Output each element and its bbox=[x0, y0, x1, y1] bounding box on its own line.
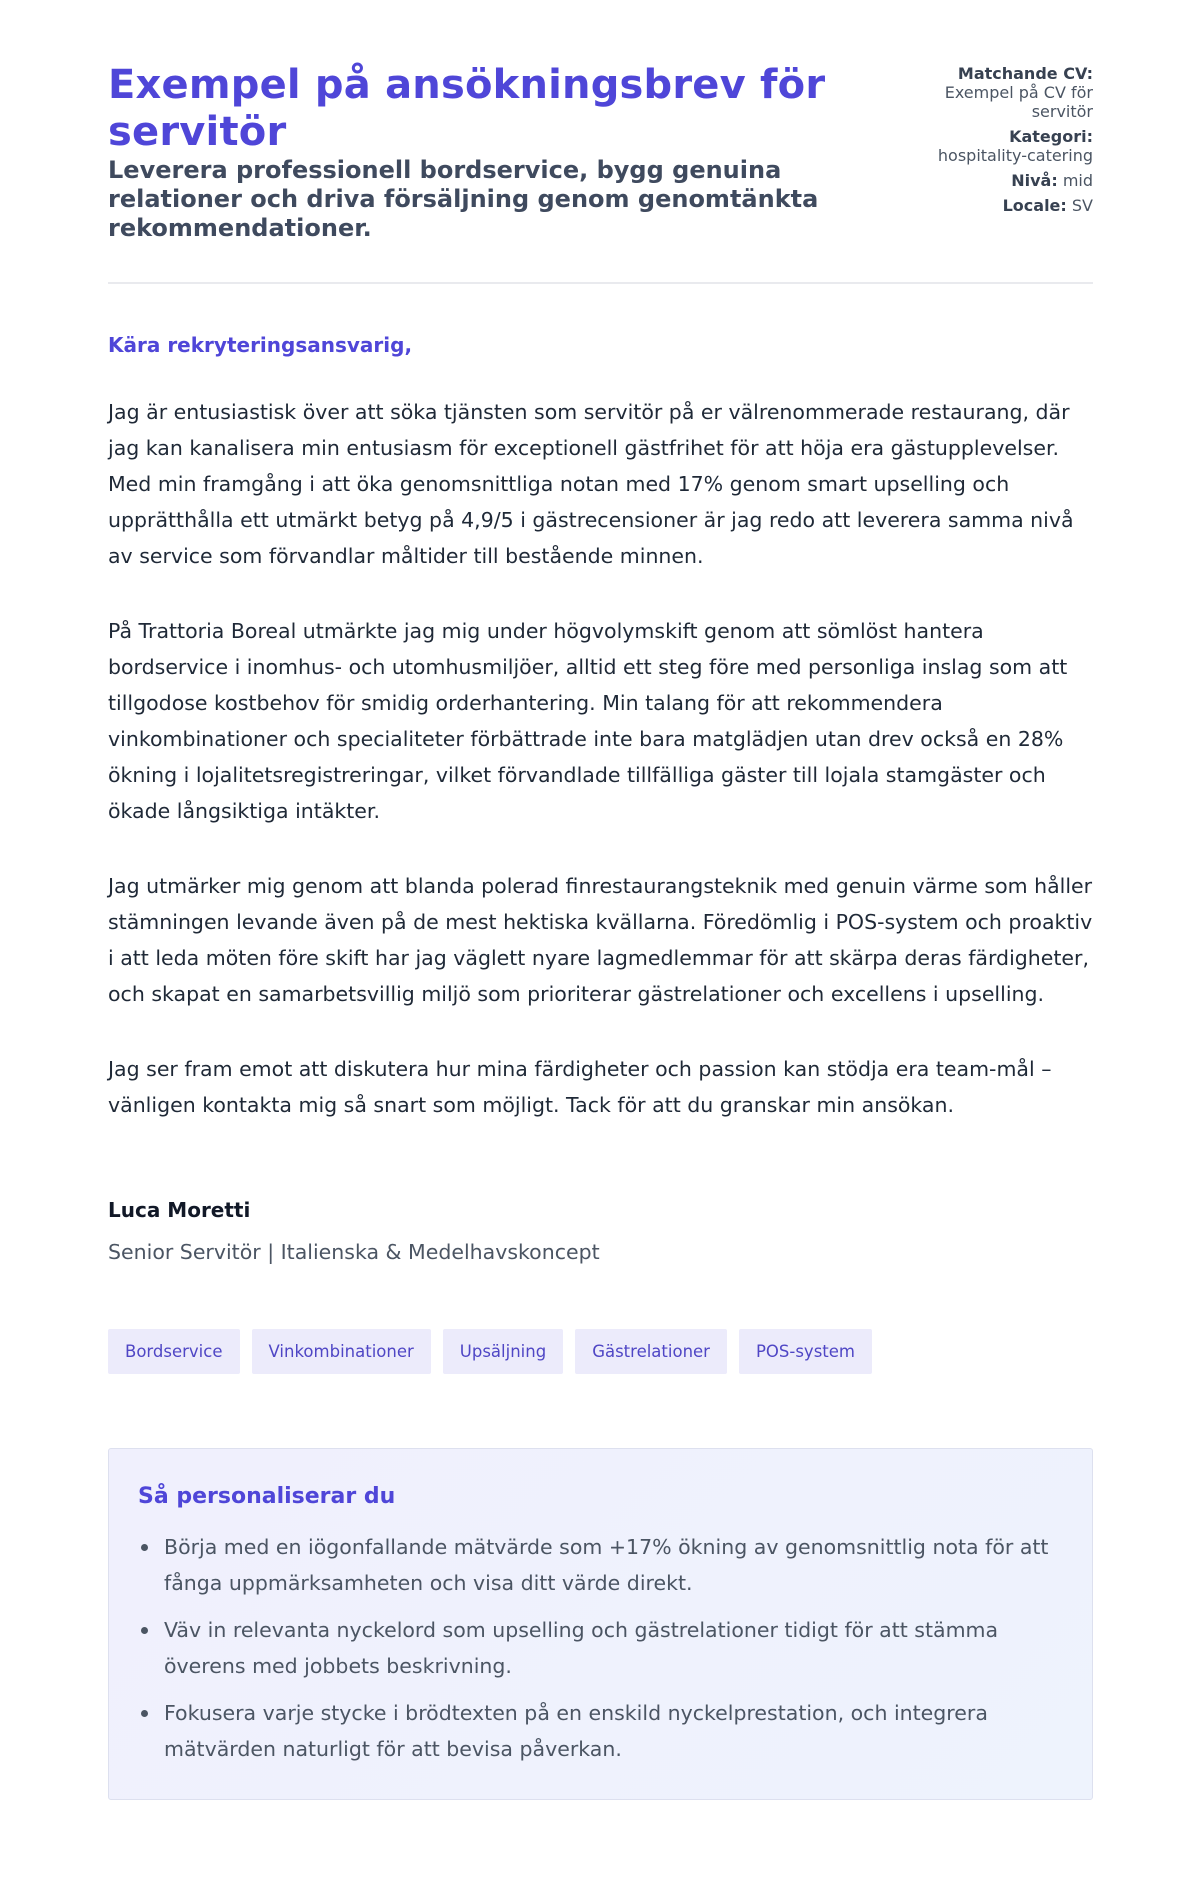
meta-category-value: hospitality-catering bbox=[937, 146, 1093, 165]
meta-matching-cv-label: Matchande CV: bbox=[957, 64, 1093, 83]
meta-panel bbox=[913, 64, 1093, 221]
meta-category-label: Kategori: bbox=[1009, 127, 1093, 146]
signature bbox=[108, 1197, 1093, 1265]
letter-body bbox=[108, 284, 1093, 1265]
meta-level bbox=[913, 171, 1093, 190]
cover-letter-page bbox=[108, 0, 1093, 1800]
personalization-tips bbox=[108, 1448, 1093, 1800]
tip-item bbox=[138, 1695, 1063, 1767]
title-column bbox=[108, 62, 898, 243]
meta-locale-value: SV bbox=[1071, 196, 1093, 215]
skill-tag[interactable]: Bordservice bbox=[108, 1329, 240, 1374]
tip-text: Väv in relevanta nyckelord som upselling och gästrelationer tidigt för att stämma överens med jobbets beskrivning. bbox=[164, 1618, 999, 1678]
skill-tag[interactable]: Upsäljning bbox=[443, 1329, 563, 1374]
skill-tag[interactable]: Vinkombinationer bbox=[252, 1329, 431, 1374]
tip-text: Börja med en iögonfallande mätvärde som +17% ökning av genomsnittlig nota för att fånga uppmärksamheten och visa ditt värde direkt. bbox=[164, 1535, 1049, 1595]
skill-tag[interactable]: Gästrelationer bbox=[575, 1329, 727, 1374]
tip-text: Fokusera varje stycke i brödtexten på en enskild nyckelprestation, och integrera mätvärden naturligt för att bevisa påverkan. bbox=[164, 1701, 988, 1761]
tips-title: Så personaliserar du bbox=[138, 1484, 396, 1509]
tips-list bbox=[138, 1529, 1063, 1767]
page-header bbox=[108, 0, 1093, 284]
bullet-icon bbox=[141, 1710, 148, 1717]
skill-tags bbox=[108, 1329, 1093, 1374]
letter-paragraph: Jag ser fram emot att diskutera hur mina färdigheter och passion kan stödja era team-mål – vänligen kontakta mig så snart som möjligt. Tack för att du granskar min ansökan. bbox=[108, 1057, 1052, 1117]
letter-paragraph: Jag utmärker mig genom att blanda polerad finrestaurangsteknik med genuin värme som håller stämningen levande även på de mest hektiska kvällarna. Föredömlig i POS-system och proaktiv i att leda möten före skift har jag väglett nyare lagmedlemmar för att skärpa deras färdigheter, och skapat en samarbetsvillig miljö som prioriterar gästrelationer och excellens i upselling. bbox=[108, 874, 1093, 1006]
meta-locale-label: Locale: bbox=[1002, 196, 1067, 215]
meta-matching-cv-value[interactable]: Exempel på CV för servitör bbox=[944, 83, 1093, 121]
skill-tag[interactable]: POS-system bbox=[739, 1329, 872, 1374]
signature-name: Luca Moretti bbox=[108, 1198, 251, 1222]
bullet-icon bbox=[141, 1627, 148, 1634]
bullet-icon bbox=[141, 1544, 148, 1551]
letter-paragraph: På Trattoria Boreal utmärkte jag mig under högvolymskift genom att sömlöst hantera bordservice i inomhus- och utomhusmiljöer, alltid ett steg före med personliga inslag som att tillgodose kostbehov för smidig orderhantering. Min talang för att rekommendera vinkombinationer och specialiteter förbättrade inte bara matglädjen utan drev också en 28% ökning i lojalitetsregistreringar, vilket förvandlade tillfälliga gäster till lojala stamgäster och ökade långsiktiga intäkter. bbox=[108, 619, 1068, 823]
meta-category bbox=[913, 127, 1093, 165]
letter-paragraph: Jag är entusiastisk över att söka tjänsten som servitör på er välrenommerade restaurang, där jag kan kanalisera min entusiasm för exceptionell gästfrihet för att höja era gästupplevelser. Med min framgång i att öka genomsnittliga notan med 17% genom smart upselling och upprätthålla ett utmärkt betyg på 4,9/5 i gästrecensioner är jag redo att leverera samma nivå av service som förvandlar måltider till bestående minnen. bbox=[108, 400, 1074, 568]
signature-title: Senior Servitör | Italienska & Medelhavskoncept bbox=[108, 1240, 600, 1264]
tip-item bbox=[138, 1529, 1063, 1601]
page-subtitle: Leverera professionell bordservice, bygg genuina relationer och driva försäljning genom genomtänkta rekommendationer. bbox=[108, 156, 819, 242]
salutation: Kära rekryteringsansvarig, bbox=[108, 333, 413, 357]
page-title: Exempel på ansökningsbrev för servitör bbox=[108, 62, 826, 155]
meta-matching-cv bbox=[913, 64, 1093, 121]
meta-level-value: mid bbox=[1062, 171, 1093, 190]
tip-item bbox=[138, 1612, 1063, 1684]
meta-level-label: Nivå: bbox=[1011, 171, 1058, 190]
meta-locale bbox=[913, 196, 1093, 215]
